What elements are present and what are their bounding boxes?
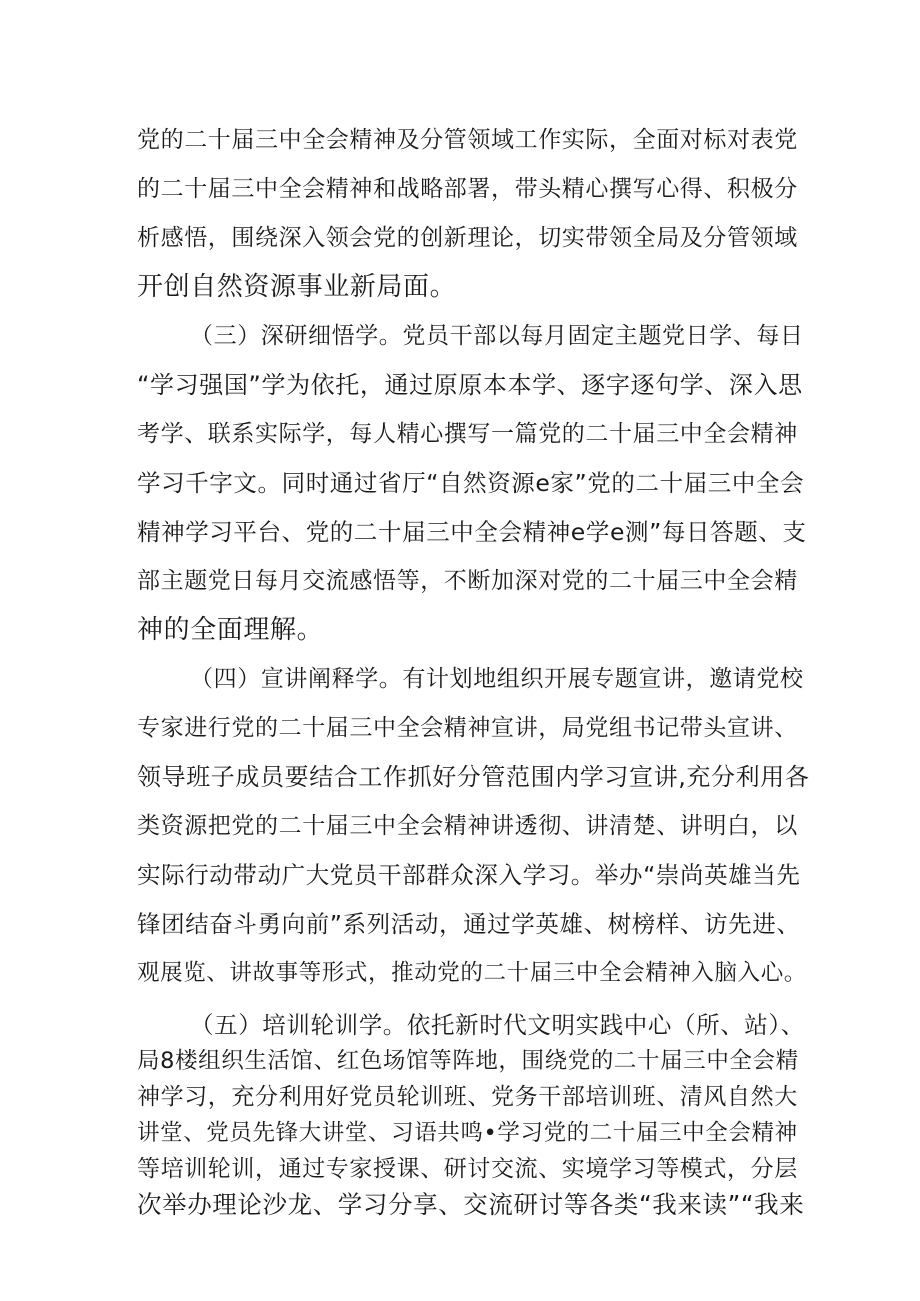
- text-line: 析感悟，围绕深入领会党的创新理论，切实带领全局及分管领域: [137, 225, 798, 251]
- text-line: 实际行动带动广大党员干部群众深入学习。举办“崇尚英雄当先: [137, 861, 801, 889]
- paragraph-heading-5: （五）培训轮训学。依托新时代文明实践中心（所、站）、: [190, 1011, 805, 1039]
- paragraph-heading-3: （三）深研细悟学。党员干部以每月固定主题党日学、每日: [190, 323, 804, 349]
- paragraph-heading-4: （四）宣讲阐释学。有计划地组织开展专题宣讲，邀请党校: [190, 666, 804, 692]
- text-line: 神的全面理解。: [137, 615, 324, 645]
- text-line: 党的二十届三中全会精神及分管领域工作实际，全面对标对表党: [137, 127, 798, 153]
- text-line: 讲堂、党员先锋大讲堂、习语共鸣•学习党的二十届三中全会精神: [137, 1120, 798, 1146]
- text-line: 精神学习平台、党的二十届三中全会精神e学e测”每日答题、支: [137, 518, 807, 546]
- text-line: 学习千字文。同时通过省厅“自然资源e家”党的二十届三中全会: [137, 469, 805, 497]
- text-line: 专家进行党的二十届三中全会精神宣讲，局党组书记带头宣讲、: [137, 715, 798, 741]
- text-line: 的二十届三中全会精神和战略部署，带头精心撰写心得、积极分: [137, 176, 798, 202]
- text-line: “学习强国”学为依托，通过原原本本学、逐字逐句学、深入思: [137, 371, 803, 399]
- text-line: 考学、联系实际学，每人精心撰写一篇党的二十届三中全会精神: [137, 421, 798, 447]
- text-line: 次举办理论沙龙、学习分享、交流研讨等各类“我来读”“我来: [137, 1190, 805, 1219]
- text-line: 神学习，充分利用好党员轮训班、党务干部培训班、清风自然大: [137, 1084, 798, 1110]
- text-line: 领导班子成员要结合工作抓好分管范围内学习宣讲,充分利用各: [137, 763, 810, 791]
- text-line: 类资源把党的二十届三中全会精神讲透彻、讲清楚、讲明白，以: [137, 813, 798, 839]
- text-line: 开创自然资源事业新局面。: [137, 272, 457, 302]
- text-line: 观展览、讲故事等形式，推动党的二十届三中全会精神入脑入心。: [137, 960, 807, 986]
- text-line: 局8楼组织生活馆、红色场馆等阵地，围绕党的二十届三中全会精: [137, 1048, 799, 1074]
- text-line: 等培训轮训，通过专家授课、研讨交流、实境学习等模式，分层: [137, 1156, 798, 1182]
- text-line: 锋团结奋斗勇向前”系列活动，通过学英雄、树榜样、访先进、: [137, 910, 801, 938]
- text-line: 部主题党日每月交流感悟等，不断加深对党的二十届三中全会精: [137, 568, 798, 594]
